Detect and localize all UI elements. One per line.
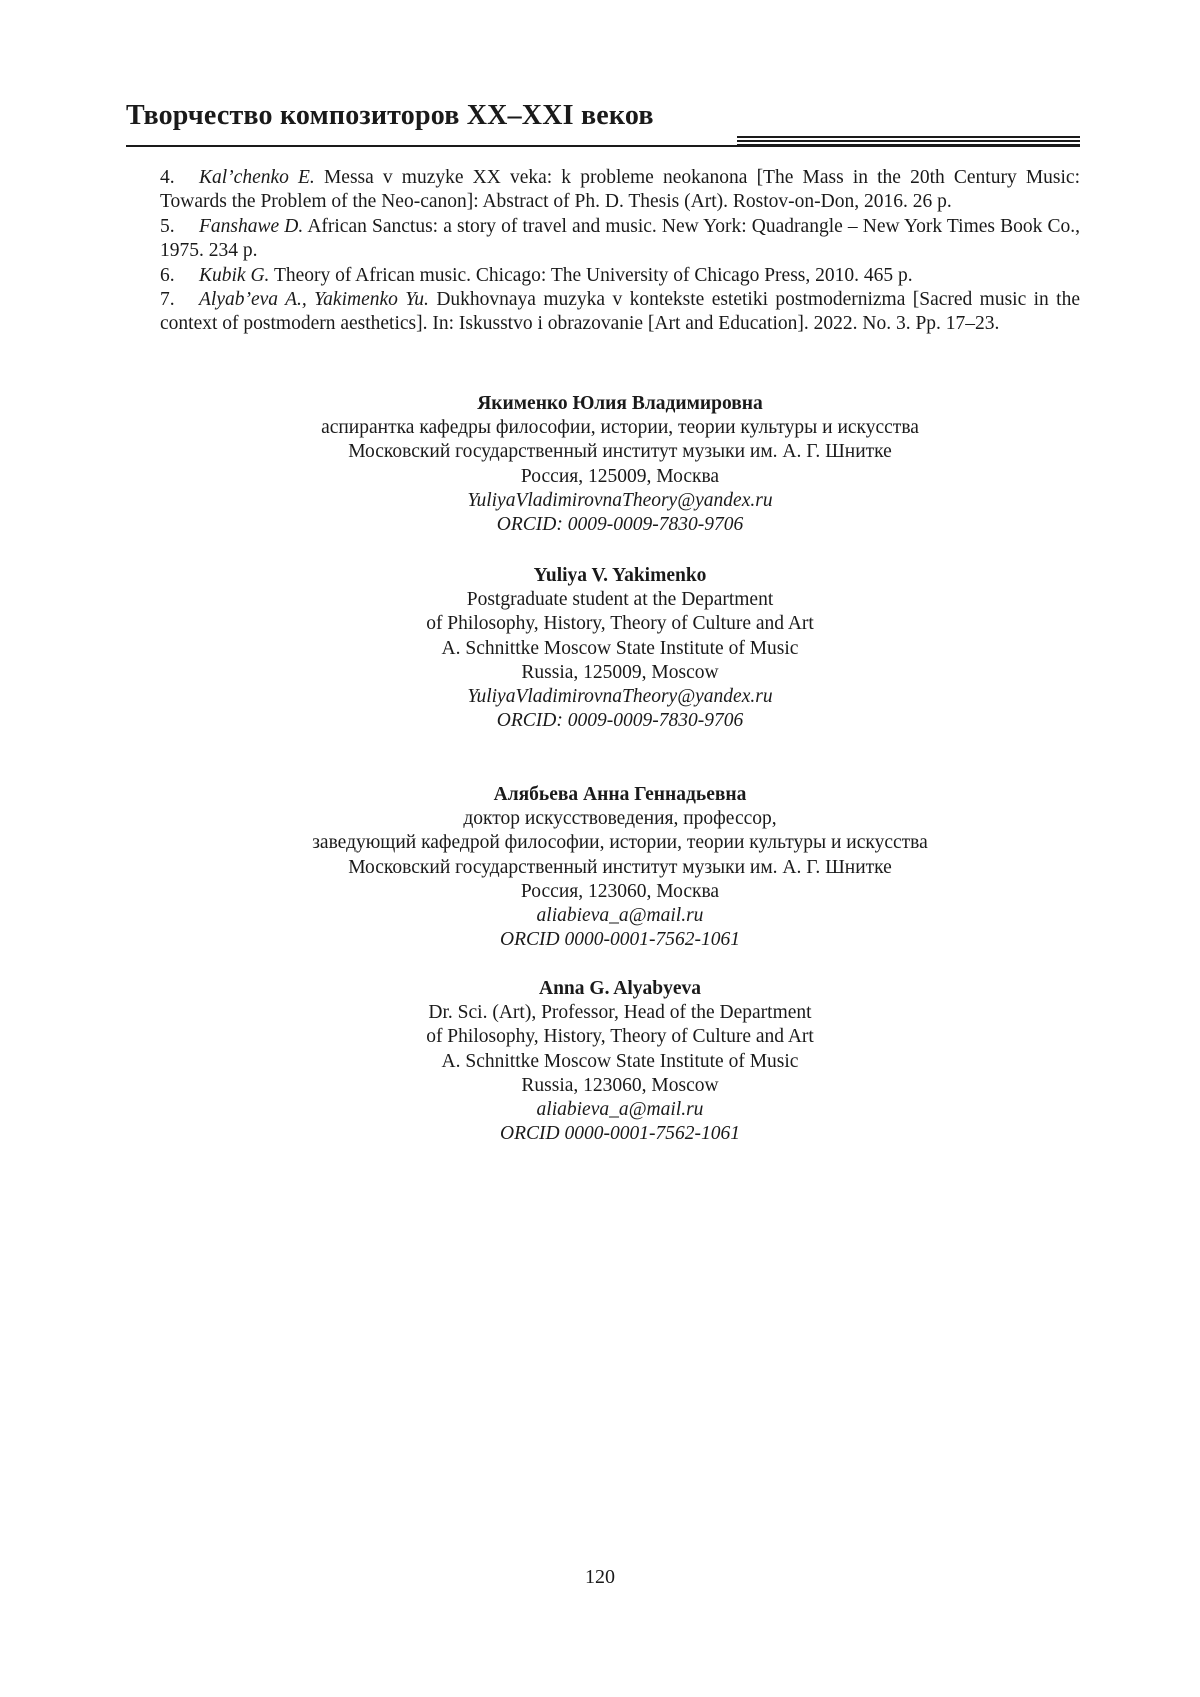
author-email: aliabieva_a@mail.ru	[536, 1099, 704, 1121]
reference-text: Dukhovnaya muzyka v kontekste estetiki postmodernizma [Sacred music in the context of postmodern aesthetics]. In: Iskusstvo i obrazovanie [Art and Education]. 2022. No. 3. Pp. 17–23.	[160, 289, 1080, 335]
reference-text: Messa v muzyke XX veka: k probleme neokanona [The Mass in the 20th Century Music: Towards the Problem of the Neo-canon]: Abstract of Ph. D. Thesis (Art). Rostov-on-Don, 2016. 26 p.	[160, 167, 1080, 213]
author-affiliation-line: A. Schnittke Moscow State Institute of Music	[441, 637, 799, 659]
author-affiliation-line: заведующий кафедрой философии, истории, теории культуры и искусства	[312, 832, 928, 854]
reference-number: 4.	[160, 167, 175, 188]
author-address: Россия, 125009, Москва	[520, 465, 720, 487]
reference-item	[160, 288, 1080, 337]
reference-number: 6.	[160, 264, 175, 286]
reference-item	[160, 166, 1080, 215]
author-orcid: ORCID 0000-0001-7562-1061	[500, 1123, 740, 1145]
author-orcid: ORCID: 0009-0009-7830-9706	[496, 710, 744, 732]
author-email: YuliyaVladimirovnaTheory@yandex.ru	[467, 686, 773, 708]
author-affiliation-line: of Philosophy, History, Theory of Culture and Art	[426, 613, 814, 635]
reference-number: 7.	[160, 289, 175, 311]
author-affiliation-line: доктор искусствоведения, профессор,	[463, 808, 777, 830]
author-affiliation-line: Московский государственный институт музыки им. А. Г. Шнитке	[348, 441, 892, 463]
author-orcid: ORCID 0000-0001-7562-1061	[500, 929, 740, 951]
reference-author: Kubik G.	[199, 264, 270, 286]
author-email: YuliyaVladimirovnaTheory@yandex.ru	[467, 489, 773, 511]
author-block-alyabyeva-en	[160, 977, 1080, 1146]
author-affiliation-line: of Philosophy, History, Theory of Culture and Art	[426, 1026, 814, 1048]
author-affiliation-line: Московский государственный институт музыки им. А. Г. Шнитке	[348, 856, 892, 878]
page-number: 120	[585, 1566, 615, 1588]
author-affiliation-line: Dr. Sci. (Art), Professor, Head of the Department	[428, 1002, 812, 1024]
author-name: Якименко Юлия Владимировна	[477, 393, 763, 414]
author-affiliation-line: аспирантка кафедры философии, истории, теории культуры и искусства	[321, 417, 919, 439]
author-affiliation-line: A. Schnittke Moscow State Institute of Music	[441, 1050, 799, 1072]
author-address: Russia, 125009, Moscow	[521, 661, 719, 683]
author-block-yakimenko-en	[160, 564, 1080, 733]
reference-author: Fanshawe D.	[199, 215, 304, 237]
author-block-alyabyeva-ru	[160, 783, 1080, 952]
author-email: aliabieva_a@mail.ru	[536, 905, 704, 927]
reference-item	[160, 215, 1080, 264]
reference-list	[160, 166, 1080, 337]
author-address: Россия, 123060, Москва	[520, 880, 720, 902]
reference-number: 5.	[160, 215, 175, 237]
author-orcid: ORCID: 0009-0009-7830-9706	[496, 514, 744, 536]
author-address: Russia, 123060, Moscow	[521, 1074, 719, 1096]
author-name: Алябьева Анна Геннадьевна	[493, 784, 747, 805]
header-rule-triple	[737, 136, 1080, 148]
author-name: Yuliya V. Yakimenko	[533, 565, 707, 586]
reference-text: African Sanctus: a story of travel and music. New York: Quadrangle – New York Times Book Co., 1975. 234 p.	[160, 215, 1081, 262]
author-name: Anna G. Alyabyeva	[539, 978, 701, 999]
reference-item	[160, 264, 1080, 288]
reference-text: Theory of African music. Chicago: The University of Chicago Press, 2010. 465 p.	[269, 264, 913, 286]
reference-author: Alyab’eva A., Yakimenko Yu.	[199, 289, 429, 311]
author-affiliation-line: Postgraduate student at the Department	[466, 589, 774, 611]
running-head-title: Творчество композиторов XX–XXI веков	[126, 100, 654, 131]
reference-author: Kal’chenko E.	[199, 167, 315, 188]
author-block-yakimenko-ru	[160, 392, 1080, 537]
